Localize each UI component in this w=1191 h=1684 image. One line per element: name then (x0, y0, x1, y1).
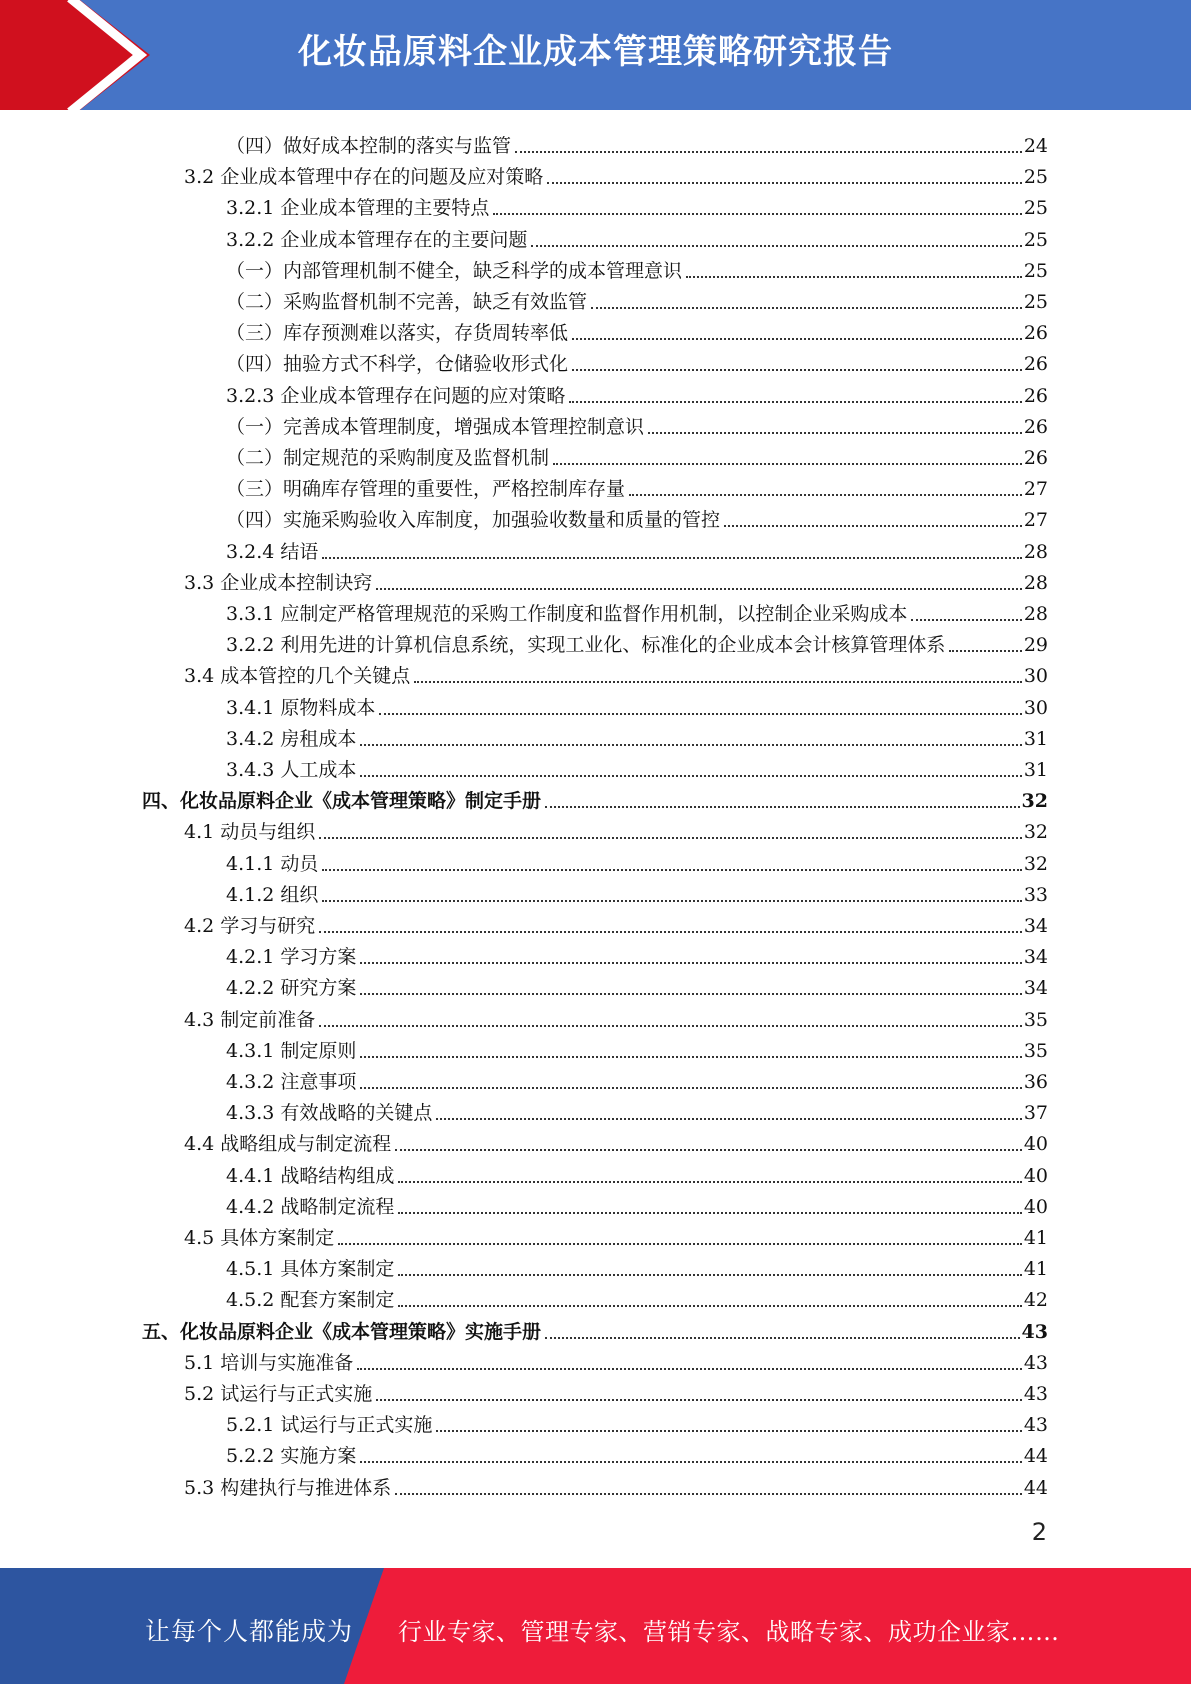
toc-entry-title: 4.1 动员与组织 (184, 821, 316, 844)
toc-entry-page: 24 (1023, 135, 1048, 157)
toc-entry[interactable] (226, 1189, 1048, 1220)
toc-entry[interactable] (184, 1002, 1048, 1033)
toc-entry-page: 30 (1023, 696, 1048, 719)
toc-entry[interactable] (226, 970, 1048, 1001)
toc-dot-leader (360, 744, 1021, 746)
toc-dot-leader (648, 432, 1022, 434)
toc-dot-leader (360, 993, 1021, 995)
toc-entry-page: 40 (1023, 1133, 1048, 1156)
toc-entry[interactable] (226, 1438, 1048, 1469)
toc-entry-page: 40 (1023, 1195, 1048, 1218)
toc-entry[interactable] (142, 1314, 1048, 1345)
toc-entry[interactable] (226, 939, 1048, 970)
toc-entry-page: 25 (1023, 291, 1048, 313)
toc-entry-title: （三）明确库存管理的重要性，严格控制库存量 (226, 478, 626, 501)
toc-dot-leader (911, 619, 1021, 621)
toc-entry-title: 3.4.2 房租成本 (226, 727, 357, 750)
toc-dot-leader (414, 681, 1022, 683)
toc-entry-page: 27 (1023, 478, 1048, 501)
toc-entry-page: 25 (1023, 166, 1048, 189)
toc-entry-page: 35 (1023, 1039, 1048, 1062)
toc-entry[interactable] (184, 1470, 1048, 1501)
toc-entry-title: 5.2.1 试运行与正式实施 (226, 1414, 433, 1437)
toc-entry-page: 25 (1023, 197, 1048, 220)
toc-dot-leader (553, 463, 1022, 465)
toc-dot-leader (360, 962, 1021, 964)
toc-entry-title: 3.4 成本管控的几个关键点 (184, 665, 411, 688)
toc-entry-page: 26 (1023, 384, 1048, 407)
toc-dot-leader (398, 1274, 1021, 1276)
toc-entry-page: 40 (1023, 1164, 1048, 1187)
toc-dot-leader (379, 713, 1021, 715)
toc-dot-leader (545, 806, 1020, 808)
toc-entry[interactable] (226, 471, 1048, 502)
toc-entry[interactable] (184, 1220, 1048, 1251)
toc-entry[interactable] (226, 409, 1048, 440)
toc-entry-page: 44 (1023, 1445, 1048, 1468)
toc-entry-page: 29 (1023, 634, 1048, 657)
toc-dot-leader (436, 1430, 1021, 1432)
toc-entry-title: 4.2.1 学习方案 (226, 946, 357, 969)
toc-dot-leader (949, 650, 1021, 652)
toc-entry-title: 3.4.3 人工成本 (226, 759, 357, 781)
toc-entry-title: 5.1 培训与实施准备 (184, 1351, 354, 1374)
toc-entry-title: 5.3 构建执行与推进体系 (184, 1476, 392, 1499)
toc-entry-page: 35 (1023, 1008, 1048, 1031)
toc-entry-page: 31 (1023, 759, 1048, 781)
toc-dot-leader (322, 869, 1021, 871)
toc-dot-leader (360, 1056, 1021, 1058)
toc-dot-leader (395, 1493, 1022, 1495)
toc-dot-leader (515, 151, 1022, 153)
toc-entry-page: 44 (1023, 1476, 1048, 1499)
toc-dot-leader (319, 837, 1022, 839)
toc-entry[interactable] (226, 315, 1048, 346)
toc-entry[interactable] (226, 128, 1048, 159)
toc-entry[interactable] (226, 877, 1048, 908)
toc-entry-title: 四、化妆品原料企业《成本管理策略》制定手册 (142, 790, 542, 813)
toc-entry-title: 3.2.4 结语 (226, 540, 319, 563)
toc-entry-title: 4.5 具体方案制定 (184, 1227, 335, 1249)
toc-entry-page: 36 (1023, 1071, 1048, 1093)
toc-entry[interactable] (184, 908, 1048, 939)
toc-entry[interactable] (226, 1251, 1048, 1282)
toc-dot-leader (322, 557, 1021, 559)
toc-entry-title: （二）制定规范的采购制度及监督机制 (226, 447, 550, 469)
toc-entry-page: 41 (1023, 1258, 1048, 1281)
page-number: 2 (1031, 1518, 1047, 1546)
footer-slogan-left: 让每个人都能成为 (145, 1617, 354, 1646)
toc-entry[interactable] (226, 378, 1048, 409)
toc-dot-leader (360, 1087, 1021, 1089)
toc-entry[interactable] (226, 846, 1048, 877)
toc-entry-title: （一）内部管理机制不健全，缺乏科学的成本管理意识 (226, 259, 683, 282)
toc-dot-leader (436, 1118, 1021, 1120)
page-header (0, 0, 1191, 110)
toc-entry[interactable] (226, 1282, 1048, 1313)
toc-dot-leader (398, 1181, 1021, 1183)
toc-entry[interactable] (142, 783, 1048, 814)
toc-entry-page: 32 (1023, 852, 1048, 875)
toc-entry-title: 4.3 制定前准备 (184, 1008, 316, 1031)
toc-dot-leader (338, 1243, 1022, 1245)
toc-entry-page: 43 (1023, 1351, 1048, 1374)
toc-entry-title: 4.4.1 战略结构组成 (226, 1164, 395, 1187)
toc-entry-page: 34 (1023, 946, 1048, 969)
toc-entry[interactable] (226, 190, 1048, 221)
toc-entry-title: 4.4 战略组成与制定流程 (184, 1133, 392, 1156)
toc-dot-leader (569, 401, 1021, 403)
toc-dot-leader (572, 369, 1022, 371)
toc-dot-leader (319, 931, 1022, 933)
toc-entry[interactable] (226, 690, 1048, 721)
toc-entry-title: 4.2 学习与研究 (184, 915, 316, 937)
toc-entry-title: 3.2.3 企业成本管理存在问题的应对策略 (226, 384, 566, 407)
toc-entry-page: 28 (1023, 540, 1048, 563)
toc-entry-page: 26 (1023, 353, 1048, 376)
footer-slogan-right: 行业专家、管理专家、营销专家、战略专家、成功企业家…… (398, 1618, 1060, 1646)
toc-entry[interactable] (184, 658, 1048, 689)
toc-dot-leader (531, 245, 1021, 247)
toc-entry-page: 25 (1023, 228, 1048, 251)
page-footer (0, 1568, 1191, 1684)
toc-entry-title: 4.3.1 制定原则 (226, 1039, 357, 1062)
report-title: 化妆品原料企业成本管理策略研究报告 (298, 32, 893, 72)
toc-entry-page: 33 (1023, 883, 1048, 906)
toc-dot-leader (545, 1337, 1020, 1339)
toc-entry-page: 43 (1023, 1383, 1048, 1405)
toc-entry-title: 3.2.1 企业成本管理的主要特点 (226, 197, 490, 220)
toc-entry[interactable] (226, 1064, 1048, 1095)
toc-entry[interactable] (184, 814, 1048, 845)
toc-entry-page: 43 (1021, 1320, 1048, 1343)
toc-entry-title: 3.2.2 利用先进的计算机信息系统，实现工业化、标准化的企业成本会计核算管理体系 (226, 634, 946, 657)
toc-entry-title: （四）实施采购验收入库制度，加强验收数量和质量的管控 (226, 509, 721, 532)
toc-entry-title: 3.3 企业成本控制诀窍 (184, 571, 373, 594)
toc-entry[interactable] (226, 253, 1048, 284)
toc-entry-page: 41 (1023, 1227, 1048, 1249)
toc-entry-title: 3.2 企业成本管理中存在的问题及应对策略 (184, 166, 544, 189)
toc-dot-leader (591, 307, 1022, 309)
toc-entry[interactable] (184, 159, 1048, 190)
toc-entry-title: 4.1.1 动员 (226, 852, 319, 875)
toc-entry[interactable] (226, 752, 1048, 783)
toc-entry-title: 5.2.2 实施方案 (226, 1445, 357, 1468)
toc-entry-title: （二）采购监督机制不完善，缺乏有效监管 (226, 291, 588, 313)
toc-entry-title: 3.2.2 企业成本管理存在的主要问题 (226, 228, 528, 251)
toc-entry-title: 4.4.2 战略制定流程 (226, 1195, 395, 1218)
toc-entry-title: （一）完善成本管理制度，增强成本管理控制意识 (226, 415, 645, 438)
toc-entry-title: 4.2.2 研究方案 (226, 977, 357, 1000)
toc-entry[interactable] (226, 284, 1048, 315)
toc-entry-page: 28 (1023, 603, 1048, 625)
toc-entry-title: 4.1.2 组织 (226, 883, 319, 906)
toc-entry[interactable] (226, 346, 1048, 377)
toc-entry-title: 4.3.2 注意事项 (226, 1071, 357, 1093)
toc-entry-page: 30 (1023, 665, 1048, 688)
toc-entry-page: 32 (1021, 790, 1048, 813)
toc-entry[interactable] (226, 627, 1048, 658)
toc-entry-page: 26 (1023, 322, 1048, 345)
toc-dot-leader (493, 213, 1021, 215)
toc-entry-page: 31 (1023, 727, 1048, 750)
toc-entry[interactable] (226, 1407, 1048, 1438)
toc-entry-title: （四）抽验方式不科学，仓储验收形式化 (226, 353, 569, 376)
toc-entry-title: 4.5.2 配套方案制定 (226, 1289, 395, 1312)
toc-dot-leader (572, 338, 1022, 340)
toc-entry-title: （四）做好成本控制的落实与监管 (226, 135, 512, 157)
toc-dot-leader (629, 494, 1022, 496)
toc-entry-page: 27 (1023, 509, 1048, 532)
toc-dot-leader (376, 588, 1022, 590)
toc-entry-title: 4.5.1 具体方案制定 (226, 1258, 395, 1281)
toc-entry-page: 43 (1023, 1414, 1048, 1437)
toc-entry-page: 25 (1023, 259, 1048, 282)
toc-entry-page: 34 (1023, 977, 1048, 1000)
toc-entry-title: 4.3.3 有效战略的关键点 (226, 1102, 433, 1125)
toc-dot-leader (686, 276, 1022, 278)
toc-dot-leader (360, 1461, 1021, 1463)
toc-entry-title: 五、化妆品原料企业《成本管理策略》实施手册 (142, 1320, 542, 1343)
toc-entry[interactable] (184, 1126, 1048, 1157)
toc-dot-leader (398, 1305, 1021, 1307)
toc-entry-page: 42 (1023, 1289, 1048, 1312)
toc-entry[interactable] (226, 721, 1048, 752)
toc-dot-leader (724, 525, 1022, 527)
toc-dot-leader (376, 1399, 1022, 1401)
toc-entry[interactable] (226, 596, 1048, 627)
toc-entry[interactable] (226, 1033, 1048, 1064)
toc-entry[interactable] (226, 1158, 1048, 1189)
toc-entry-title: 5.2 试运行与正式实施 (184, 1383, 373, 1405)
toc-entry[interactable] (226, 1095, 1048, 1126)
toc-dot-leader (322, 900, 1021, 902)
toc-entry[interactable] (226, 534, 1048, 565)
toc-entry-title: 3.3.1 应制定严格管理规范的采购工作制度和监督作用机制，以控制企业采购成本 (226, 603, 908, 625)
toc-entry-page: 32 (1023, 821, 1048, 844)
toc-dot-leader (319, 1025, 1022, 1027)
toc-entry-page: 26 (1023, 447, 1048, 469)
toc-dot-leader (357, 1368, 1022, 1370)
toc-entry-page: 28 (1023, 571, 1048, 594)
toc-entry-page: 34 (1023, 915, 1048, 937)
toc-entry[interactable] (226, 222, 1048, 253)
header-chevron-icon (0, 0, 155, 110)
toc-entry-title: （三）库存预测难以落实，存货周转率低 (226, 322, 569, 345)
toc-entry[interactable] (184, 565, 1048, 596)
toc-entry-title: 3.4.1 原物料成本 (226, 696, 376, 719)
toc-entry[interactable] (226, 440, 1048, 471)
toc-dot-leader (398, 1212, 1021, 1214)
toc-entry[interactable] (184, 1345, 1048, 1376)
toc-dot-leader (395, 1149, 1022, 1151)
toc-entry[interactable] (226, 502, 1048, 533)
toc-entry-page: 37 (1023, 1102, 1048, 1125)
toc-dot-leader (547, 182, 1022, 184)
toc-entry[interactable] (184, 1376, 1048, 1407)
toc-dot-leader (360, 775, 1021, 777)
toc-entry-page: 26 (1023, 415, 1048, 438)
